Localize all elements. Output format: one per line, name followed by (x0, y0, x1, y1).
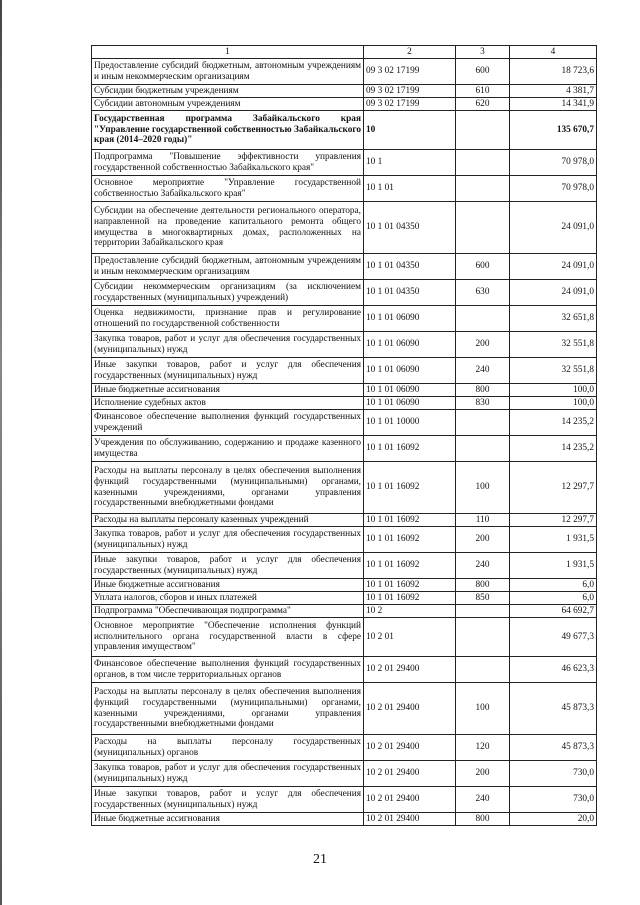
row-name: Иные бюджетные ассигнования (92, 384, 364, 397)
row-expense-type: 100 (456, 462, 510, 514)
row-expense-type: 200 (456, 527, 510, 553)
table-row (92, 384, 597, 397)
row-name: Закупка товаров, работ и услуг для обеспечения государственных (муниципальных) нужд (92, 332, 364, 358)
row-expense-type: 800 (456, 384, 510, 397)
row-code: 10 2 01 29400 (364, 657, 456, 683)
row-code: 10 1 01 10000 (364, 410, 456, 436)
row-amount: 1 931,5 (510, 553, 597, 579)
row-amount: 4 381,7 (510, 85, 597, 98)
row-name: Основное мероприятие "Обеспечение исполнения функций исполнительного органа государственной власти в сфере управления имуществом" (92, 618, 364, 657)
table-row (92, 553, 597, 579)
row-amount: 730,0 (510, 787, 597, 813)
row-amount: 64 692,7 (510, 605, 597, 618)
row-amount: 32 551,8 (510, 332, 597, 358)
row-code: 10 1 01 16092 (364, 514, 456, 527)
table-row (92, 410, 597, 436)
row-code: 10 1 01 06090 (364, 397, 456, 410)
row-amount: 730,0 (510, 761, 597, 787)
row-name: Предоставление субсидий бюджетным, автономным учреждениям и иным некоммерческим организациям (92, 254, 364, 280)
row-amount: 14 235,2 (510, 410, 597, 436)
row-name: Закупка товаров, работ и услуг для обеспечения государственных (муниципальных) нужд (92, 527, 364, 553)
row-code: 10 1 01 04350 (364, 202, 456, 254)
row-code: 10 2 01 29400 (364, 735, 456, 761)
row-amount: 12 297,7 (510, 462, 597, 514)
row-name: Расходы на выплаты персоналу в целях обеспечения выполнения функций государственными (муниципальными) органами, казенными учреждениями, органами управления государственными внебюджетными фондами (92, 683, 364, 735)
row-amount: 18 723,6 (510, 59, 597, 85)
row-amount: 100,0 (510, 384, 597, 397)
row-name: Иные бюджетные ассигнования (92, 813, 364, 826)
table-row (92, 462, 597, 514)
column-number: 2 (364, 46, 456, 59)
row-expense-type (456, 202, 510, 254)
table-row (92, 98, 597, 111)
row-amount: 20,0 (510, 813, 597, 826)
row-amount: 1 931,5 (510, 527, 597, 553)
row-expense-type: 600 (456, 254, 510, 280)
row-code: 09 3 02 17199 (364, 85, 456, 98)
row-code: 10 1 (364, 150, 456, 176)
row-amount: 6,0 (510, 592, 597, 605)
row-amount: 24 091,0 (510, 280, 597, 306)
row-expense-type: 100 (456, 683, 510, 735)
row-expense-type: 600 (456, 59, 510, 85)
row-expense-type: 200 (456, 332, 510, 358)
row-name: Иные бюджетные ассигнования (92, 579, 364, 592)
column-number: 3 (456, 46, 510, 59)
row-code: 10 1 01 04350 (364, 254, 456, 280)
row-amount: 32 651,8 (510, 306, 597, 332)
row-amount: 70 978,0 (510, 150, 597, 176)
row-name: Закупка товаров, работ и услуг для обеспечения государственных (муниципальных) нужд (92, 761, 364, 787)
row-expense-type: 240 (456, 358, 510, 384)
table-row (92, 761, 597, 787)
row-name: Субсидии автономным учреждениям (92, 98, 364, 111)
row-name: Расходы на выплаты персоналу в целях обеспечения выполнения функций государственными (муниципальными) органами, казенными учреждениями, органами управления государственными внебюджетными фондами (92, 462, 364, 514)
row-code: 10 2 01 (364, 618, 456, 657)
table-row (92, 592, 597, 605)
row-code: 10 1 01 (364, 176, 456, 202)
row-name: Подпрограмма "Повышение эффективности управления государственной собственностью Забайкальского края" (92, 150, 364, 176)
row-name: Исполнение судебных актов (92, 397, 364, 410)
row-expense-type (456, 410, 510, 436)
row-amount: 12 297,7 (510, 514, 597, 527)
row-expense-type: 120 (456, 735, 510, 761)
row-expense-type (456, 436, 510, 462)
row-name: Субсидии некоммерческим организациям (за исключением государственных (муниципальных) учреждений) (92, 280, 364, 306)
row-expense-type: 240 (456, 787, 510, 813)
row-code: 10 2 01 29400 (364, 813, 456, 826)
column-number: 1 (92, 46, 364, 59)
table-row (92, 254, 597, 280)
row-code: 10 2 01 29400 (364, 761, 456, 787)
row-name: Финансовое обеспечение выполнения функций государственных органов, в том числе территориальных органов (92, 657, 364, 683)
table-row (92, 657, 597, 683)
row-code: 10 (364, 111, 456, 150)
row-code: 10 2 01 29400 (364, 683, 456, 735)
page-number: 21 (313, 852, 327, 867)
table-row (92, 397, 597, 410)
row-code: 10 1 01 16092 (364, 579, 456, 592)
row-name: Уплата налогов, сборов и иных платежей (92, 592, 364, 605)
row-code: 10 1 01 06090 (364, 306, 456, 332)
row-name: Финансовое обеспечение выполнения функций государственных учреждений (92, 410, 364, 436)
row-amount: 70 978,0 (510, 176, 597, 202)
row-name: Государственная программа Забайкальского края "Управление государственной собственностью Забайкальского края (2014–2020 годы)" (92, 111, 364, 150)
row-code: 10 1 01 16092 (364, 592, 456, 605)
row-amount: 14 341,9 (510, 98, 597, 111)
table-row (92, 527, 597, 553)
row-expense-type: 200 (456, 761, 510, 787)
row-expense-type (456, 306, 510, 332)
table-row (92, 605, 597, 618)
row-code: 10 1 01 16092 (364, 436, 456, 462)
row-expense-type (456, 657, 510, 683)
table-row (92, 813, 597, 826)
row-name: Иные закупки товаров, работ и услуг для обеспечения государственных (муниципальных) нужд (92, 553, 364, 579)
table-row (92, 280, 597, 306)
table-row (92, 306, 597, 332)
row-name: Подпрограмма "Обеспечивающая подпрограмма" (92, 605, 364, 618)
row-name: Иные закупки товаров, работ и услуг для обеспечения государственных (муниципальных) нужд (92, 787, 364, 813)
row-code: 10 1 01 16092 (364, 462, 456, 514)
scan-edge (0, 0, 2, 905)
row-expense-type: 240 (456, 553, 510, 579)
row-amount: 24 091,0 (510, 254, 597, 280)
row-name: Расходы на выплаты персоналу казенных учреждений (92, 514, 364, 527)
row-amount: 32 551,8 (510, 358, 597, 384)
row-expense-type: 110 (456, 514, 510, 527)
row-expense-type: 630 (456, 280, 510, 306)
row-expense-type: 800 (456, 813, 510, 826)
row-code: 10 1 01 04350 (364, 280, 456, 306)
row-name: Основное мероприятие "Управление государственной собственностью Забайкальского края" (92, 176, 364, 202)
row-amount: 46 623,3 (510, 657, 597, 683)
row-expense-type (456, 605, 510, 618)
table-row (92, 176, 597, 202)
table-row (92, 332, 597, 358)
row-name: Иные закупки товаров, работ и услуг для обеспечения государственных (муниципальных) нужд (92, 358, 364, 384)
row-expense-type (456, 111, 510, 150)
table-row (92, 514, 597, 527)
table-row (92, 618, 597, 657)
row-code: 10 2 (364, 605, 456, 618)
row-code: 10 1 01 16092 (364, 527, 456, 553)
row-expense-type: 800 (456, 579, 510, 592)
table-row (92, 150, 597, 176)
row-expense-type: 610 (456, 85, 510, 98)
row-code: 10 1 01 06090 (364, 332, 456, 358)
table-row (92, 735, 597, 761)
row-amount: 14 235,2 (510, 436, 597, 462)
table-row (92, 683, 597, 735)
row-amount: 45 873,3 (510, 683, 597, 735)
table-row (92, 436, 597, 462)
table-row (92, 579, 597, 592)
row-name: Оценка недвижимости, признание прав и регулирование отношений по государственной собственности (92, 306, 364, 332)
row-amount: 45 873,3 (510, 735, 597, 761)
row-expense-type (456, 150, 510, 176)
row-amount: 135 670,7 (510, 111, 597, 150)
row-code: 09 3 02 17199 (364, 98, 456, 111)
row-code: 10 1 01 06090 (364, 358, 456, 384)
row-code: 10 2 01 29400 (364, 787, 456, 813)
table-row (92, 59, 597, 85)
row-expense-type: 850 (456, 592, 510, 605)
table-row (92, 85, 597, 98)
row-name: Субсидии бюджетным учреждениям (92, 85, 364, 98)
table-row (92, 787, 597, 813)
column-number-row (92, 46, 597, 59)
row-code: 10 1 01 16092 (364, 553, 456, 579)
row-name: Субсидии на обеспечение деятельности регионального оператора, направленной на проведение капитального ремонта общего имущества в многоквартирных домах, расположенных на территории Забайкальского края (92, 202, 364, 254)
row-amount: 100,0 (510, 397, 597, 410)
table-row (92, 358, 597, 384)
row-amount: 49 677,3 (510, 618, 597, 657)
budget-table (91, 45, 597, 826)
row-expense-type: 830 (456, 397, 510, 410)
row-expense-type (456, 176, 510, 202)
row-name: Предоставление субсидий бюджетным, автономным учреждениям и иным некоммерческим организациям (92, 59, 364, 85)
column-number: 4 (510, 46, 597, 59)
row-code: 09 3 02 17199 (364, 59, 456, 85)
table-row (92, 202, 597, 254)
row-code: 10 1 01 06090 (364, 384, 456, 397)
row-name: Учреждения по обслуживанию, содержанию и продаже казенного имущества (92, 436, 364, 462)
row-amount: 6,0 (510, 579, 597, 592)
row-expense-type (456, 618, 510, 657)
row-expense-type: 620 (456, 98, 510, 111)
row-name: Расходы на выплаты персоналу государственных (муниципальных) органов (92, 735, 364, 761)
table-row (92, 111, 597, 150)
row-amount: 24 091,0 (510, 202, 597, 254)
